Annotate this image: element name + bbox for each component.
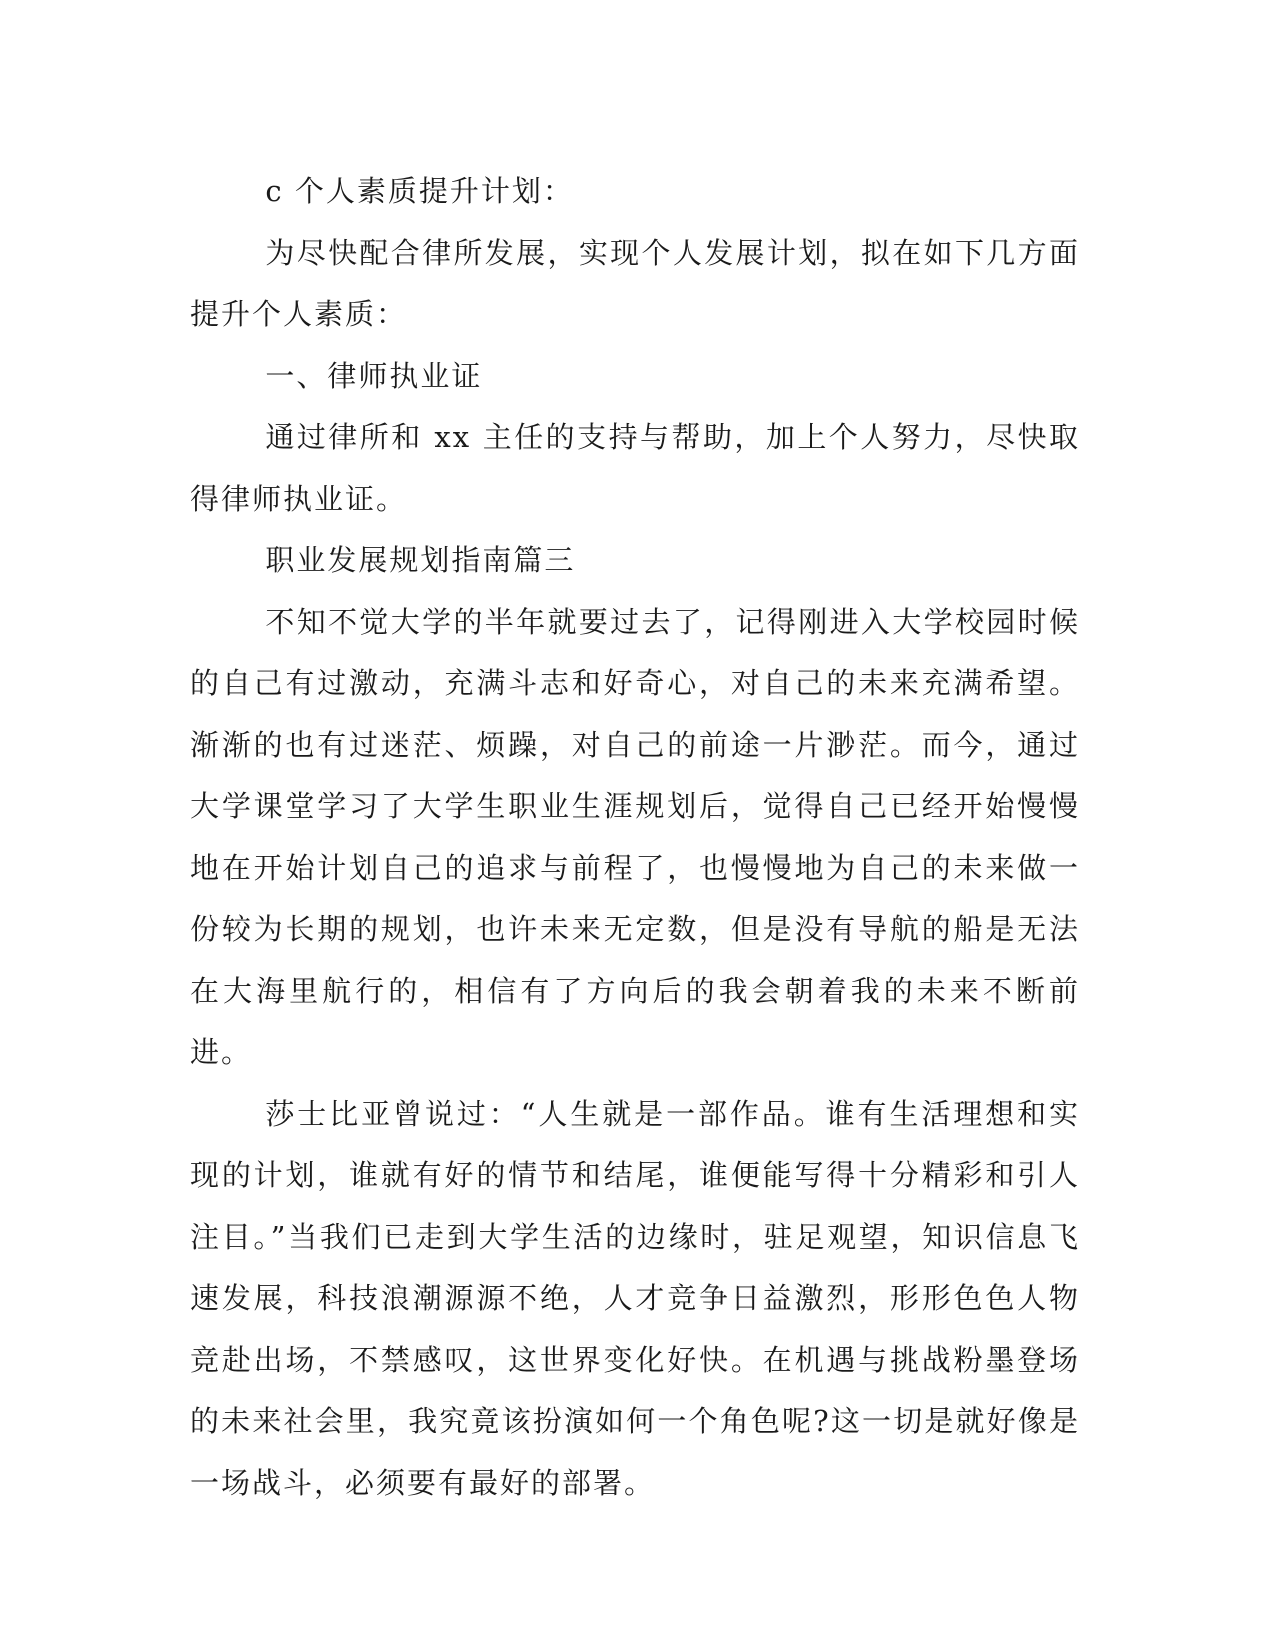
- paragraph-heading-license: 一、律师执业证: [265, 358, 483, 393]
- paragraph-license-goal: 通过律所和 xx 主任的支持与帮助，加上个人努力，尽快取得律师执业证。: [190, 420, 1080, 516]
- paragraph-reflection: 不知不觉大学的半年就要过去了，记得刚进入大学校园时候的自己有过激动，充满斗志和好奇心，对自己的未来充满希望。渐渐的也有过迷茫、烦躁，对自己的前途一片渺茫。而今，通过大学课堂学习了大学生职业生涯规划后，觉得自己已经开始慢慢地在开始计划自己的追求与前程了，也慢慢地为自己的未来做一份较为长期的规划，也许未来无定数，但是没有导航的船是无法在大海里航行的，相信有了方向后的我会朝着我的未来不断前进。: [190, 604, 1080, 1069]
- paragraph-heading-c: c 个人素质提升计划：: [265, 174, 574, 208]
- paragraph-intro: 为尽快配合律所发展，实现个人发展计划，拟在如下几方面提升个人素质：: [190, 235, 1080, 331]
- paragraph-shakespeare: 莎士比亚曾说过：“人生就是一部作品。谁有生活理想和实现的计划，谁就有好的情节和结尾，谁便能写得十分精彩和引人注目。”当我们已走到大学生活的边缘时，驻足观望，知识信息飞速发展，科技浪潮源源不绝，人才竞争日益激烈，形形色色人物竞赴出场，不禁感叹，这世界变化好快。在机遇与挑战粉墨登场的未来社会里，我究竟该扮演如何一个角色呢?这一切是就好像是一场战斗，必须要有最好的部署。: [190, 1096, 1080, 1500]
- document-body: [190, 161, 1080, 1514]
- section-title: 职业发展规划指南篇三: [265, 543, 576, 577]
